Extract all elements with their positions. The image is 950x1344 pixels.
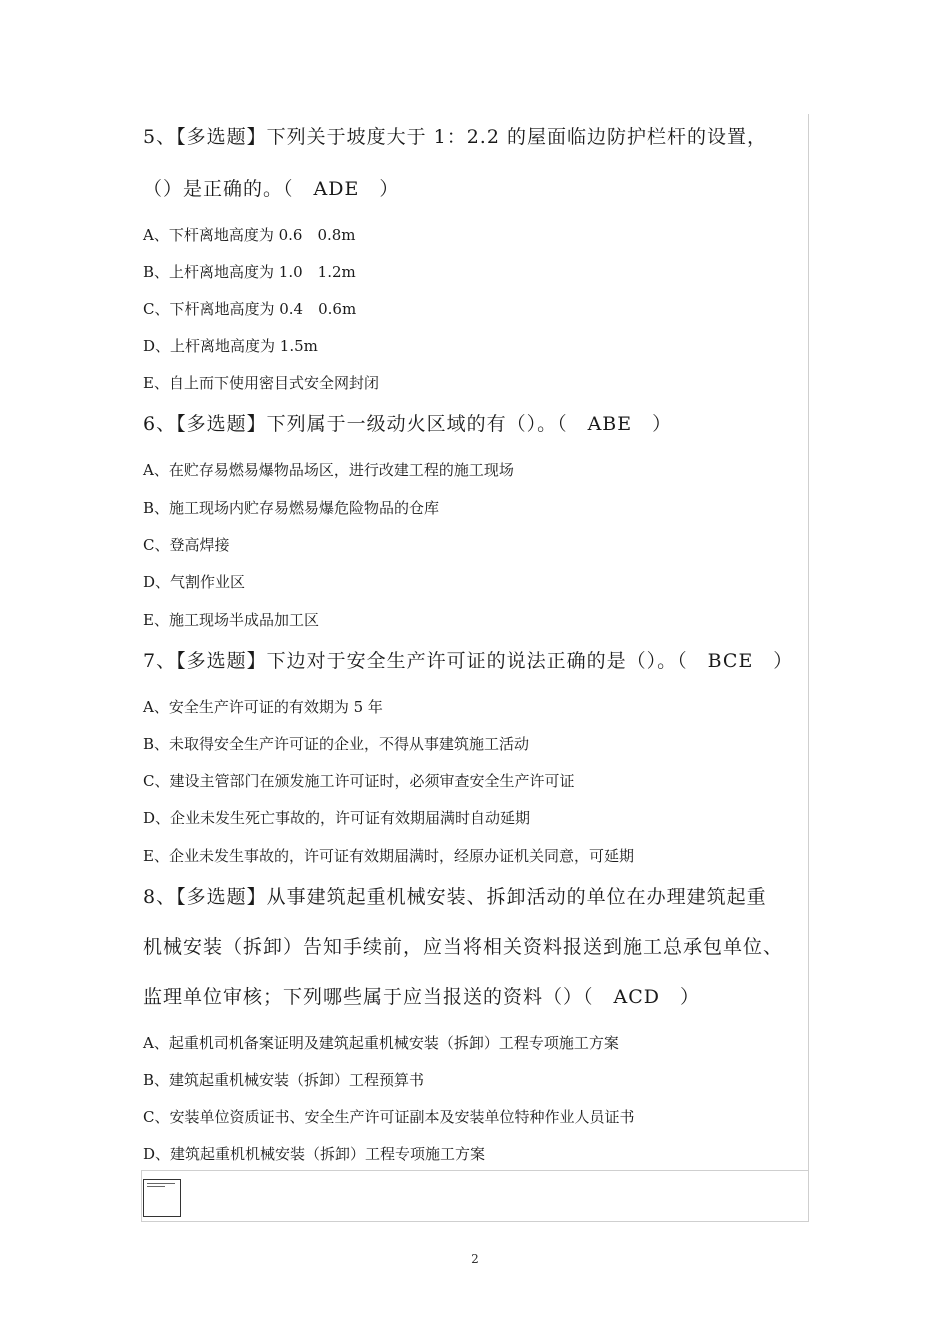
- question-6-option-c: C、登高焊接: [143, 536, 230, 554]
- question-5-option-b: B、上杆离地高度为 1.0 1.2m: [143, 263, 356, 281]
- question-6-line-1: 6、【多选题】下列属于一级动火区域的有（）。（ ABE ）: [143, 413, 673, 435]
- question-5-option-c: C、下杆离地高度为 0.4 0.6m: [143, 300, 357, 318]
- question-7-option-d: D、企业未发生死亡事故的，许可证有效期届满时自动延期: [143, 809, 531, 827]
- question-6-option-e: E、施工现场半成品加工区: [143, 611, 319, 629]
- question-5-option-e: E、自上而下使用密目式安全网封闭: [143, 374, 379, 392]
- question-7-option-c: C、建设主管部门在颁发施工许可证时，必须审查安全生产许可证: [143, 772, 575, 790]
- question-5-option-d: D、上杆离地高度为 1.5m: [143, 337, 318, 355]
- question-5-line-1: 5、【多选题】下列关于坡度大于 1：2.2 的屋面临边防护栏杆的设置，: [143, 126, 767, 148]
- question-8-option-a: A、起重机司机备案证明及建筑起重机械安装（拆卸）工程专项施工方案: [143, 1034, 619, 1052]
- question-8-line-3: 监理单位审核；下列哪些属于应当报送的资料（）（ ACD ）: [143, 986, 700, 1008]
- question-8-option-b: B、建筑起重机械安装（拆卸）工程预算书: [143, 1071, 425, 1089]
- question-7-option-b: B、未取得安全生产许可证的企业，不得从事建筑施工活动: [143, 735, 530, 753]
- question-6-option-a: A、在贮存易燃易爆物品场区，进行改建工程的施工现场: [143, 461, 514, 479]
- question-8-line-1: 8、【多选题】从事建筑起重机械安装、拆卸活动的单位在办理建筑起重: [143, 886, 767, 908]
- question-6-option-b: B、施工现场内贮存易燃易爆危险物品的仓库: [143, 499, 440, 517]
- question-8-line-2: 机械安装（拆卸）告知手续前，应当将相关资料报送到施工总承包单位、: [143, 936, 784, 958]
- question-5-option-a: A、下杆离地高度为 0.6 0.8m: [143, 226, 356, 244]
- frame-divider: [141, 1170, 808, 1171]
- question-7-option-a: A、安全生产许可证的有效期为 5 年: [143, 698, 383, 716]
- thumbnail-image: [143, 1179, 181, 1217]
- question-7-line-1: 7、【多选题】下边对于安全生产许可证的说法正确的是（）。（ BCE ）: [143, 650, 794, 672]
- frame-divider: [141, 1170, 142, 1221]
- question-8-option-c: C、安装单位资质证书、安全生产许可证副本及安装单位特种作业人员证书: [143, 1108, 635, 1126]
- question-5-line-2: （）是正确的。（ ADE ）: [143, 178, 400, 200]
- question-7-option-e: E、企业未发生事故的，许可证有效期届满时，经原办证机关同意，可延期: [143, 847, 634, 865]
- question-8-option-d: D、建筑起重机机械安装（拆卸）工程专项施工方案: [143, 1145, 486, 1163]
- question-6-option-d: D、气割作业区: [143, 573, 246, 591]
- page-number: 2: [471, 1252, 479, 1266]
